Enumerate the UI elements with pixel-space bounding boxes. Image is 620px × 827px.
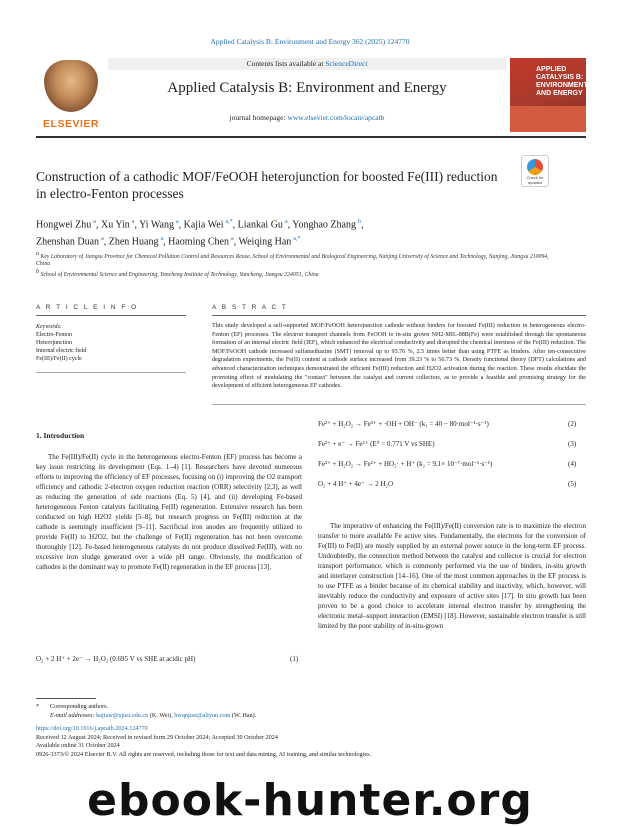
author-name[interactable]: Hongwei Zhu (36, 219, 92, 231)
author-name[interactable]: Kajia Wei (183, 219, 224, 231)
author-name[interactable]: Liankai Gu (237, 219, 283, 231)
affiliations (36, 251, 551, 279)
author-affiliation-marker[interactable]: a (101, 236, 104, 243)
author-affiliation-marker[interactable]: a (284, 219, 288, 225)
abstract-end-rule (212, 404, 586, 405)
author-affiliation-marker[interactable]: b (358, 219, 361, 225)
article-title: Construction of a cathodic MOF/FeOOH heterojunction for boosted Fe(III) reduction in electro-Fenton processes (36, 169, 498, 201)
abstract-rule (212, 315, 586, 316)
publisher-name: ELSEVIER (43, 118, 99, 130)
equation-5: O₂ + 4 H⁺ + 4e⁻ → 2 H₂O (318, 480, 393, 488)
copyright-line: 0926-3373/© 2024 Elsevier B.V. All rights are reserved, including those for text and data mining, AI training, and similar technologies. (36, 750, 372, 758)
author-affiliation-marker[interactable]: a (160, 236, 164, 243)
abstract-heading: A B S T R A C T (212, 304, 288, 311)
email-link-2[interactable]: hwqnjust@aliyun.com (174, 712, 231, 719)
email-note: E-mail addresses: kajiaw@njust.edu.cn (K. Wei), hwqnjust@aliyun.com (W. Han). (50, 712, 257, 719)
journal-title: Applied Catalysis B: Environment and Energy (167, 80, 447, 96)
sciencedirect-link[interactable]: ScienceDirect (325, 59, 368, 68)
crossmark-icon (527, 159, 543, 175)
journal-header (36, 58, 586, 132)
doi-link[interactable]: https://doi.org/10.1016/j.apcatb.2024.124770 (36, 725, 148, 732)
journal-reference[interactable]: Applied Catalysis B: Environment and Energy 362 (2025) 124770 (210, 37, 410, 46)
watermark-text: ebook-hunter.org (87, 775, 533, 826)
article-info-heading: A R T I C L E I N F O (36, 304, 139, 311)
cover-title: APPLIED CATALYSIS B: ENVIRONMENT AND ENERGY (536, 66, 588, 97)
author-affiliation-marker[interactable]: a (230, 236, 234, 243)
contents-prefix: Contents lists available at (246, 59, 326, 68)
author-affiliation-marker[interactable]: a (93, 219, 96, 225)
elsevier-logo[interactable] (36, 58, 106, 132)
author-affiliation-marker[interactable]: a (175, 219, 179, 225)
footnotes (36, 702, 576, 720)
homepage-prefix: journal homepage: (229, 113, 288, 122)
keyword: Electro-Fenton (36, 332, 72, 338)
contents-line (108, 58, 506, 70)
author-name[interactable]: Yonghao Zhang (292, 219, 356, 231)
received-dates: Received 12 August 2024; Received in revised form 29 October 2024; Accepted 30 October 2024 (36, 733, 278, 741)
article-info-rule (36, 315, 186, 316)
equation-2-number: (2) (568, 420, 577, 428)
equation-4: Fe³⁺ + H₂O₂ → Fe²⁺ + HO₂· + H⁺ (k₂ = 9.1× 10⁻⁷·mol⁻¹·s⁻¹) (318, 460, 493, 468)
cover-band (510, 106, 586, 132)
elsevier-tree-icon (44, 60, 98, 112)
keywords-block (36, 323, 186, 363)
section-1-heading: 1. Introduction (36, 431, 85, 440)
check-for-updates-button[interactable] (521, 155, 549, 187)
header-rule (36, 136, 586, 138)
keyword: Internal electric field (36, 348, 87, 354)
author-affiliation-marker[interactable]: a,* (225, 219, 233, 225)
footnote-rule (36, 698, 96, 699)
equation-4-number: (4) (568, 460, 577, 468)
author-name[interactable]: Haoming Chen (168, 236, 229, 248)
author-name[interactable]: Weiqing Han (238, 236, 292, 248)
article-metadata (36, 725, 586, 759)
check-updates-label: Check for updates (526, 175, 544, 185)
keywords-rule (36, 372, 186, 373)
equation-1-number: (1) (290, 655, 299, 663)
available-online: Available online 31 October 2024 (36, 742, 120, 749)
author-affiliation-marker[interactable]: a (131, 219, 135, 225)
affiliation-b: $^b$ School of Environmental Science and Engineering, Yancheng Institute of Technology, Yancheng, Jiangsu 224051, China (36, 268, 319, 278)
keyword: Fe(III)/Fe(II) cycle (36, 356, 82, 362)
author-name[interactable]: Zhen Huang (108, 236, 159, 248)
author-name[interactable]: Yi Wang (139, 219, 174, 231)
keyword: Heterojunction (36, 340, 72, 346)
abstract-text: This study developed a self-supported MOF/FeOOH heterojunction cathode without binders for boosted Fe(III) reduction in heterogeneous electro-Fenton (EF) processes. The electron transport channels from FeOOH to in-situ grown NH2-MIL-88B(Fe) were established through the spontaneous formation of an internal electric field (IEF), which enhanced the electrical conductivity and disrupted the chemical inertness of the Fe(III) reduction. The MOF/FeOOH cathode increased sulfamethazine (SMT) removal up to 95.76 %, 2.5 times better than using PTFE as binders. After ten-consecutive degradation experiments, the Fe(II) content at cathode surface increased from 39.23 % to 56.73 %. Density functional theory (DFT) calculations and advanced characterization techniques demonstrated the efficient Fe(III) reduction and H2O2 activation during the reaction. These results elucidate the promoting effect of modulating the "contact" between the catalyst and current collectors, as to provide a feasible and promising strategy for the development of efficient heterogeneous EF cathodes. (212, 323, 586, 390)
author-name[interactable]: Zhenshan Duan (36, 236, 100, 248)
keywords-label: Keywords: (36, 324, 62, 330)
corresponding-note: * Corresponding authors. (36, 703, 109, 710)
author-affiliation-marker[interactable]: a,* (293, 236, 301, 243)
homepage-link[interactable]: www.elsevier.com/locate/apcatb (287, 113, 385, 122)
journal-homepage (108, 113, 506, 122)
journal-band (108, 58, 506, 132)
affiliation-a: $^a$ Key Laboratory of Jiangsu Province for Chemical Pollution Control and Resources Reuse, School of Environmental and Biological Engineering, Nanjing University of Science and Technology, Nanjing, Jiangsu 210094, China (36, 251, 549, 268)
author-name[interactable]: Xu Yin (100, 219, 130, 231)
equation-3: Fe³⁺ + e⁻ → Fe²⁺ (E⁰ = 0.771 V vs SHE) (318, 440, 435, 448)
author-list: Hongwei Zhu $^a$, Xu Yin $^a$, Yi Wang $^a$, Kajia Wei $^{a,*}$, Liankai Gu $^a$, Yonghao Zhang $^b$, Zhenshan Duan $^a$, Zhen Huang $^a$, Haoming Chen $^a$, Weiqing Han $^{a,*}$ (36, 219, 364, 248)
equation-3-number: (3) (568, 440, 577, 448)
journal-cover-thumbnail[interactable] (510, 58, 586, 132)
email-link-1[interactable]: kajiaw@njust.edu.cn (96, 712, 149, 719)
intro-paragraph-right: The imperative of enhancing the Fe(III)/Fe(II) conversion rate is to maximize the electron transfer to more available Fe active sites. Fundamentally, the electrons for the conversion of Fe(III) to Fe(II) are mostly supplied by an external power source in the long-term EF process. Undoubtedly, the connection method between the catalyst and collector is crucial for electron transport performance, which is commonly performed via the use of binders, in-situ growth and interlayer construction [14–16]. One of the most common approaches in the EF process is to use PTFE as a binder because of its chemical stability and inactivity, which, however, will inevitably reduce the conductivity and exposure of active sites [17]. In situ growth has been proven to be a good choice to accelerate internal electron transfer by strengthening the electronic metal–support interaction (EMSI) [18]. However, sustainable electron transfer is still limited by the poor stability of in-situ-grown (318, 522, 586, 630)
intro-paragraph-left: The Fe(III)/Fe(II) cycle in the heterogeneous electro-Fenton (EF) process has become a key issue restricting its development (Eqs. 1–4) [1]. Researchers have devoted numerous efforts to improving the efficiency of EF processes, focusing on (i) improving the O2 transport efficiency and cathodic 2-electron oxygen reduction reaction (ORR) selectivity [2,3], as well as reducing the generation of side reactions (Eq. 5) [4], and (ii) developing Fe-based heterogeneous Fenton catalysts facilitating Fe(II) regeneration. Extensive research has been conducted on high H2O2 yields [5–8], but research progress on Fe(III) reduction at the cathode is seemingly insufficient [9–11]. Sacrificial iron anodes are frequently utilized to provide Fe(II) to H2O2, but the challenge of Fe(II) regeneration has not been overcome thoroughly [12]. Fe-based heterogeneous catalysts do not produce dissolved Fe(III), with no excessive iron sludge generated over a wide pH range. Obviously, the modification of cathodes is the dominant way to promote Fe(II) regeneration in the EF process [13]. (36, 453, 302, 571)
equation-5-number: (5) (568, 480, 577, 488)
equation-1: O₂ + 2 H⁺ + 2e⁻ → H₂O₂ (0.695 V vs SHE at acidic pH) (36, 655, 196, 663)
equation-2: Fe²⁺ + H₂O₂ → Fe³⁺ + ·OH + OH⁻ (k₁ = 40 − 80·mol⁻¹·s⁻¹) (318, 420, 489, 428)
